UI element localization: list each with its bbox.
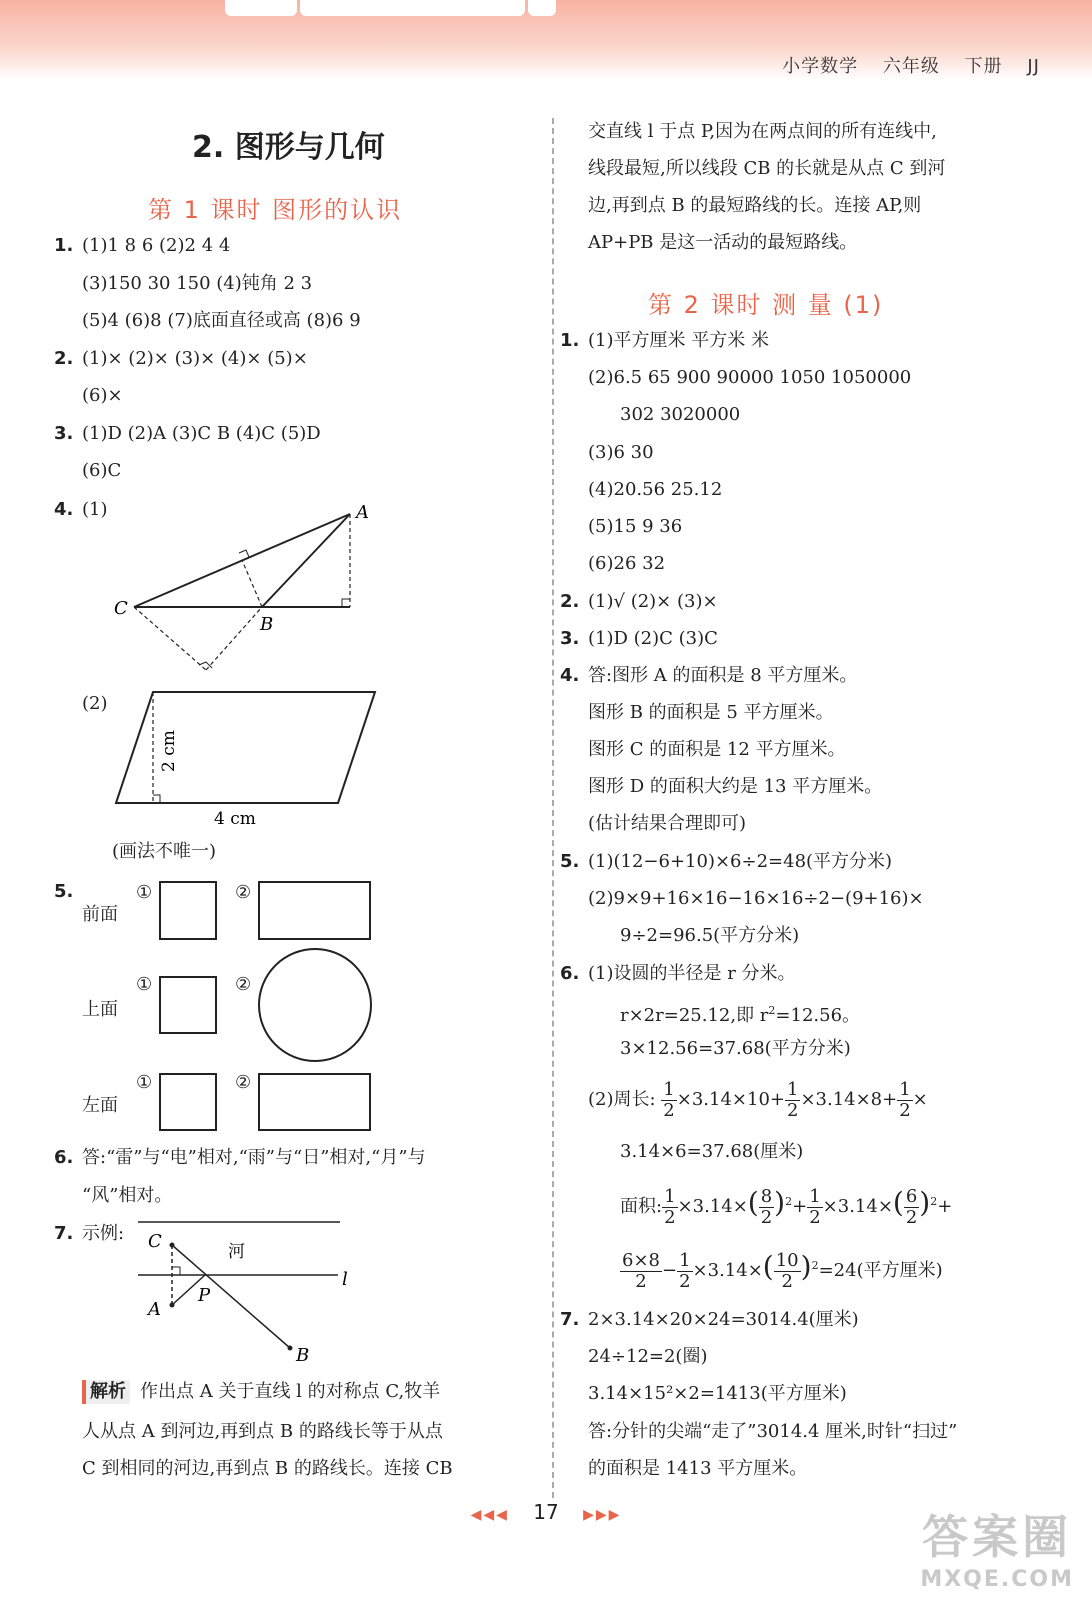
answer-line: 图形 B 的面积是 5 平方厘米。: [588, 702, 834, 723]
fraction: $\frac{1}{2}$: [664, 1185, 676, 1228]
fraction: $\frac{1}{2}$: [679, 1249, 691, 1292]
view-label-front: 前面: [82, 904, 118, 925]
right-angle-mark: [172, 1267, 180, 1275]
lesson2-title: 第 2 课时 测 量 (1): [648, 291, 884, 319]
perimeter-formula: (2)周长: $\frac{1}{2}$ ×3.14×10+ $\frac{1}{2}$ ×3.14×8+ $\frac{1}{2}$ ×: [588, 1078, 928, 1121]
answer-line: r×2r=25.12,即 $r^2=12.56$。: [620, 1004, 861, 1026]
q-number: 5.: [54, 881, 74, 902]
label-river: 河: [228, 1242, 245, 1262]
answer-line: 的面积是 1413 平方厘米。: [588, 1458, 808, 1479]
answer-line: (1)√ (2)× (3)×: [588, 591, 718, 612]
answer-line: 3×12.56=37.68(平方分米): [620, 1038, 851, 1059]
answer-line: (1)× (2)× (3)× (4)× (5)×: [82, 348, 308, 369]
circle-num-1: ①: [136, 1072, 153, 1093]
answer-line: (1)D (2)C (3)C: [588, 628, 718, 649]
answer-line: 答:图形 A 的面积是 8 平方厘米。: [588, 665, 858, 686]
lesson1-title: 第 1 课时 图形的认识: [148, 196, 403, 224]
front-view-2: [259, 882, 370, 939]
q-number: 2.: [54, 348, 74, 369]
right-angle-mark: [199, 662, 212, 668]
answer-line: 302 3020000: [620, 404, 741, 425]
analysis-line: 边,再到点 B 的最短路线的长。连接 AP,则: [588, 195, 922, 216]
q-number: 2.: [560, 591, 580, 612]
fraction: $\frac{8}{2}$: [760, 1185, 773, 1228]
view-label-top: 上面: [82, 999, 118, 1020]
top-view-1: [160, 977, 216, 1033]
formula-label: 面积:: [620, 1196, 663, 1217]
left-arrows-icon: ◀◀◀: [470, 1507, 509, 1523]
area-formula: 面积: $\frac{1}{2}$ ×3.14×( $\frac{8}{2}$ )$^2$+ $\frac{1}{2}$ ×3.14×( $\frac{6}{2}$ )$^2$+: [620, 1185, 953, 1228]
analysis-line: AP+PB 是这一活动的最短路线。: [588, 232, 858, 253]
answer-line: 9÷2=96.5(平方分米): [620, 925, 800, 946]
answer-line: (5)4 (6)8 (7)底面直径或高 (8)6 9: [82, 310, 361, 331]
fraction: $\frac{1}{2}$: [899, 1078, 911, 1121]
q-number: 6.: [54, 1147, 74, 1168]
view-label-left: 左面: [82, 1095, 118, 1116]
front-view-1: [160, 882, 216, 939]
fraction: $\frac{1}{2}$: [663, 1078, 675, 1121]
ext-c: [134, 607, 206, 670]
label-p: P: [198, 1285, 211, 1306]
q-number: 3.: [560, 628, 580, 649]
header-tab: [528, 0, 556, 16]
note: (画法不唯一): [112, 841, 217, 862]
edge-ba: [262, 514, 350, 607]
parallelogram: [116, 692, 375, 803]
triangle-figure: [110, 500, 390, 680]
base-label: 4 cm: [214, 809, 256, 829]
q-number: 4.: [560, 665, 580, 686]
label-c: C: [148, 1231, 162, 1252]
label-c: C: [114, 598, 128, 619]
area-formula-cont: $\frac{6\times 8}{2}$ − $\frac{1}{2}$ ×3.14×( $\frac{10}{2}$ )$^2$=24(平方厘米): [622, 1249, 943, 1292]
answer-line: 3.14×6=37.68(厘米): [620, 1141, 804, 1162]
analysis-line: C 到相同的河边,再到点 B 的路线长。连接 CB: [82, 1458, 453, 1479]
right-arrows-icon: ▶▶▶: [583, 1507, 622, 1523]
circle-num-2: ②: [235, 974, 252, 995]
fraction: $\frac{6\times 8}{2}$: [622, 1249, 660, 1292]
label-b: B: [296, 1345, 310, 1366]
answer-line: (估计结果合理即可): [588, 813, 747, 834]
page-header: [0, 0, 1092, 80]
point-a: [170, 1303, 175, 1308]
left-view-2: [259, 1074, 370, 1130]
answer-line: (6)26 32: [588, 553, 666, 574]
header-book-info: [764, 52, 1040, 78]
watermark-text: 答案圈: [922, 1510, 1073, 1564]
header-grade: 六年级: [882, 56, 940, 77]
watermark-logo: [920, 1501, 1074, 1592]
height-b: [242, 560, 262, 607]
answer-line: (5)15 9 36: [588, 516, 683, 537]
analysis-line: [82, 1380, 440, 1404]
answer-line: 2×3.14×20×24=3014.4(厘米): [588, 1309, 859, 1330]
q-number: 1.: [54, 235, 74, 256]
label-a: A: [356, 502, 369, 523]
page-number-text: 17: [533, 1500, 559, 1524]
point-b: [288, 1346, 293, 1351]
label-b: B: [260, 614, 274, 635]
top-view-2: [259, 949, 371, 1061]
label-l: l: [342, 1269, 348, 1290]
answer-line: (3)6 30: [588, 442, 654, 463]
point-c: [170, 1243, 175, 1248]
label-a: A: [148, 1299, 161, 1320]
header-tab: [225, 0, 297, 16]
circle-num-1: ①: [136, 882, 153, 903]
q-number: 5.: [560, 851, 580, 872]
header-tab: [300, 0, 525, 16]
part-label: (2): [82, 693, 108, 714]
river-figure: [130, 1215, 370, 1375]
right-angle-mark: [153, 795, 160, 803]
formula-part: =12.56。: [775, 1005, 861, 1026]
analysis-line: 人从点 A 到河边,再到点 B 的路线长等于从点: [82, 1421, 443, 1442]
column-divider: [552, 118, 554, 1498]
section-title: 2. 图形与几何: [192, 130, 385, 165]
circle-num-2: ②: [235, 1072, 252, 1093]
q-number: 1.: [560, 330, 580, 351]
q-number: 3.: [54, 423, 74, 444]
formula-result: =24(平方厘米): [818, 1260, 943, 1281]
answer-line: 答:“雷”与“电”相对,“雨”与“日”相对,“月”与: [82, 1147, 426, 1168]
watermark-url: MXQE.COM: [920, 1567, 1074, 1592]
fraction: $\frac{1}{2}$: [786, 1078, 799, 1121]
answer-line: (4)20.56 25.12: [588, 479, 723, 500]
answer-line: (3)150 30 150 (4)钝角 2 3: [82, 273, 313, 294]
analysis-tag: 解析: [82, 1380, 130, 1404]
answer-line: (2)9×9+16×16−16×16÷2−(9+16)×: [588, 888, 924, 909]
answer-line: (1)(12−6+10)×6÷2=48(平方分米): [588, 851, 893, 872]
q-number: 7.: [54, 1223, 74, 1244]
header-edition: JJ: [1027, 56, 1040, 77]
right-angle-mark: [239, 550, 249, 557]
circle-num-1: ①: [136, 974, 153, 995]
answer-line: (6)C: [82, 460, 122, 481]
q-number: 7.: [560, 1309, 580, 1330]
answer-line: (6)×: [82, 385, 123, 406]
header-volume: 下册: [964, 56, 1003, 77]
height-label: 2 cm: [159, 730, 179, 772]
formula-label: (2)周长:: [588, 1089, 656, 1110]
parallelogram-figure: [110, 688, 390, 833]
circle-num-2: ②: [235, 882, 252, 903]
q-number: 4.: [54, 499, 74, 520]
ext-b: [206, 607, 262, 670]
answer-line: 答:分针的尖端“走了”3014.4 厘米,时针“扫过”: [588, 1421, 958, 1442]
answer-line: 图形 D 的面积大约是 13 平方厘米。: [588, 776, 883, 797]
answer-line: 3.14×15²×2=1413(平方厘米): [588, 1383, 847, 1404]
answer-line: (2)6.5 65 900 90000 1050 1050000: [588, 367, 912, 388]
part-label: (1): [82, 499, 108, 520]
analysis-line: 线段最短,所以线段 CB 的长就是从点 C 到河: [588, 158, 946, 179]
answer-line: (1)1 8 6 (2)2 4 4: [82, 235, 231, 256]
fraction: $\frac{1}{2}$: [809, 1185, 821, 1228]
header-subject: 小学数学: [782, 56, 859, 77]
formula-part: r×2r=25.12,即 r: [620, 1005, 769, 1026]
analysis-text: 作出点 A 关于直线 l 的对称点 C,牧羊: [140, 1381, 441, 1402]
answer-line: “风”相对。: [82, 1185, 173, 1206]
views-figure: [150, 875, 380, 1140]
answer-line: (1)D (2)A (3)C B (4)C (5)D: [82, 423, 321, 444]
analysis-line: 交直线 l 于点 P,因为在两点间的所有连线中,: [588, 121, 937, 142]
fraction: $\frac{10}{2}$: [775, 1249, 799, 1292]
answer-line: 图形 C 的面积是 12 平方厘米。: [588, 739, 846, 760]
right-angle-mark: [342, 599, 350, 607]
answer-line: (1)平方厘米 平方米 米: [588, 330, 769, 351]
left-view-1: [160, 1074, 216, 1130]
answer-line: 24÷12=2(圈): [588, 1346, 708, 1367]
q-number: 6.: [560, 963, 580, 984]
example-label: 示例:: [82, 1223, 125, 1244]
answer-line: (1)设圆的半径是 r 分米。: [588, 963, 796, 984]
fraction: $\frac{6}{2}$: [905, 1185, 918, 1228]
